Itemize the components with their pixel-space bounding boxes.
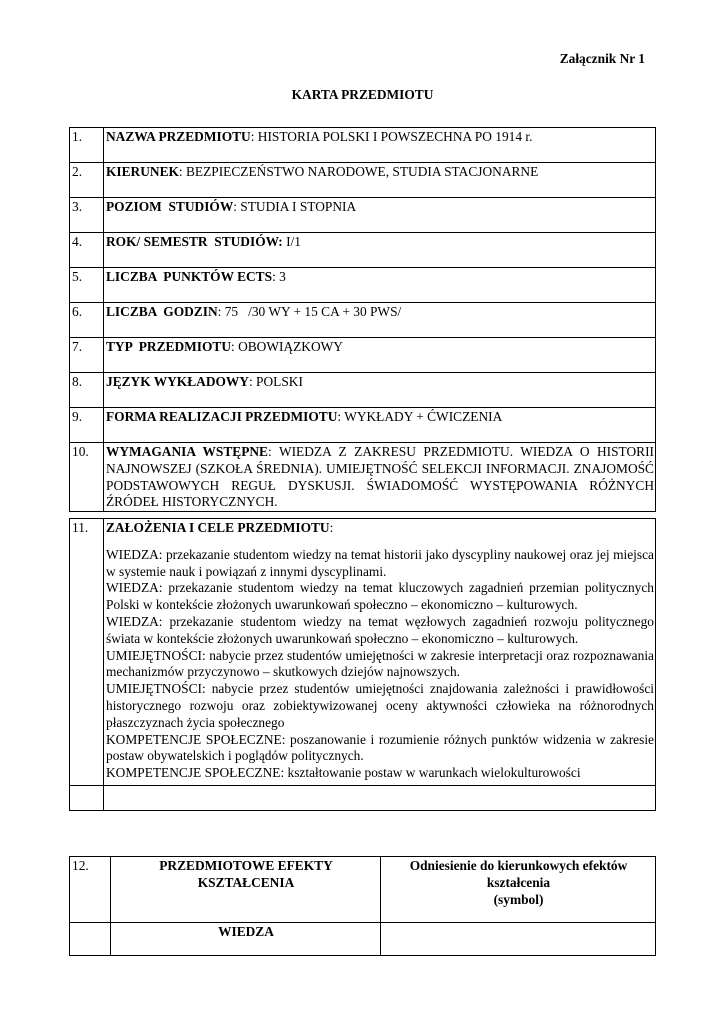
empty-cell (70, 785, 104, 810)
row-number: 9. (70, 408, 104, 443)
row-value: I/1 (282, 234, 301, 249)
effects-header-line: KSZTAŁCENIA (197, 874, 295, 890)
row-label: KIERUNEK (106, 164, 179, 179)
row-content (104, 408, 656, 443)
table-row (70, 373, 656, 408)
row-number: 2. (70, 163, 104, 198)
section-label-suffix: : (329, 520, 334, 535)
effects-header-line: PRZEDMIOTOWE EFEKTY (159, 858, 333, 873)
row-content (104, 338, 656, 373)
row-label: TYP PRZEDMIOTU (106, 339, 231, 354)
row-value: : BEZPIECZEŃSTWO NARODOWE, STUDIA STACJONARNE (178, 164, 539, 179)
row-label: LICZBA GODZIN (106, 304, 218, 319)
table-row (70, 519, 656, 786)
row-number: 1. (70, 128, 104, 163)
table-row (70, 163, 656, 198)
row-number: 10. (70, 443, 104, 512)
row-value: : HISTORIA POLSKI I POWSZECHNA PO 1914 r. (250, 129, 533, 144)
row-number: 7. (70, 338, 104, 373)
reference-header-line: kształcenia (486, 874, 551, 890)
row-value: : 75 /30 WY + 15 CA + 30 PWS/ (217, 304, 402, 319)
reference-header (381, 857, 656, 923)
section-label: ZAŁOŻENIA I CELE PRZEDMIOTU (106, 520, 330, 535)
table-row (70, 443, 656, 512)
goal-paragraph: WIEDZA: przekazanie studentom wiedzy na temat historii jako dyscypliny naukowej oraz jej miejsca w systemie nauk i powiązań z innymi dyscyplinami. (106, 546, 654, 579)
section-content (104, 519, 656, 786)
table-row (70, 198, 656, 233)
table-row (70, 785, 656, 810)
row-label: POZIOM STUDIÓW (106, 199, 234, 214)
row-value: : WYKŁADY + ĆWICZENIA (337, 409, 503, 424)
course-info-table (69, 127, 656, 512)
row-content (104, 198, 656, 233)
row-label: LICZBA PUNKTÓW ECTS (106, 269, 273, 284)
section-number: 12. (70, 857, 111, 923)
table-row (70, 268, 656, 303)
row-number: 4. (70, 233, 104, 268)
goal-paragraph: WIEDZA: przekazanie studentom wiedzy na temat węzłowych zagadnień rozwoju politycznego świata w kontekście złożonych uwarunkowań społeczno – ekonomiczno – kulturowych. (106, 613, 654, 646)
row-content (104, 303, 656, 338)
table-row (70, 923, 656, 956)
empty-cell (381, 923, 656, 956)
row-content (104, 163, 656, 198)
effects-table (69, 856, 656, 956)
row-label: ROK/ SEMESTR STUDIÓW: (106, 234, 283, 249)
page-title: KARTA PRZEDMIOTU (291, 87, 434, 102)
row-value: : POLSKI (248, 374, 303, 389)
goal-paragraph: KOMPETENCJE SPOŁECZNE: poszanowanie i rozumienie różnych punktów widzenia w zakresie postaw obywatelskich i poglądów politycznych. (106, 731, 654, 764)
goal-paragraph: KOMPETENCJE SPOŁECZNE: kształtowanie postaw w warunkach wielokulturowości (106, 765, 581, 781)
table-row (70, 128, 656, 163)
goals-table (69, 518, 656, 811)
effects-header (111, 857, 381, 923)
row-number: 5. (70, 268, 104, 303)
table-row (70, 233, 656, 268)
reference-header-line: (symbol) (493, 891, 544, 907)
row-number: 8. (70, 373, 104, 408)
row-value: : 3 (272, 269, 286, 284)
empty-cell (104, 785, 656, 810)
row-label: NAZWA PRZEDMIOTU (106, 129, 251, 144)
annex-label: Załącznik Nr 1 (559, 51, 645, 66)
row-content (104, 268, 656, 303)
row-content (104, 128, 656, 163)
row-value: : OBOWIĄZKOWY (231, 339, 343, 354)
row-label: FORMA REALIZACJI PRZEDMIOTU (106, 409, 338, 424)
row-label: WYMAGANIA WSTĘPNE (106, 444, 268, 459)
empty-cell (70, 923, 111, 956)
knowledge-subheader: WIEDZA (111, 923, 381, 956)
goal-paragraph: UMIEJĘTNOŚCI: nabycie przez studentów umiejętności w zakresie interpretacji oraz rozpoznawania mechanizmów przyczynowo – skutkowych dziejów najnowszych. (106, 647, 654, 680)
table-row (70, 857, 656, 923)
table-row (70, 303, 656, 338)
row-content (104, 233, 656, 268)
row-content (104, 373, 656, 408)
row-label: JĘZYK WYKŁADOWY (106, 374, 249, 389)
section-number: 11. (70, 519, 104, 786)
table-row (70, 408, 656, 443)
reference-header-line: Odniesienie do kierunkowych efektów (409, 858, 628, 873)
row-number: 3. (70, 198, 104, 233)
goal-paragraph: UMIEJĘTNOŚCI: nabycie przez studentów umiejętności znajdowania zależności i prawidłowości historycznego rozwoju oraz zobiektywizowanej oceny aktywności człowieka na różnorodnych płaszczyznach życia społecznego (106, 681, 654, 730)
goal-paragraph: WIEDZA: przekazanie studentom wiedzy na temat kluczowych zagadnień przemian politycznych Polski w kontekście złożonych uwarunkowań społeczno – ekonomiczno – kulturowych. (106, 580, 654, 613)
row-value: : STUDIA I STOPNIA (233, 199, 357, 214)
table-row (70, 338, 656, 373)
row-value: : WIEDZA Z ZAKRESU PRZEDMIOTU. WIEDZA O HISTORII NAJNOWSZEJ (SZKOŁA ŚREDNIA). UMIEJĘTNOŚĆ SELEKCJI INFORMACJI. ZNAJOMOŚĆ PODSTAWOWYCH REGUŁ DYSKUSJI. ŚWIADOMOŚĆ WYSTĘPOWANIA RÓŻNYCH ŹRÓDEŁ HISTORYCZNYCH. (106, 444, 655, 510)
row-number: 6. (70, 303, 104, 338)
row-content (104, 443, 656, 512)
